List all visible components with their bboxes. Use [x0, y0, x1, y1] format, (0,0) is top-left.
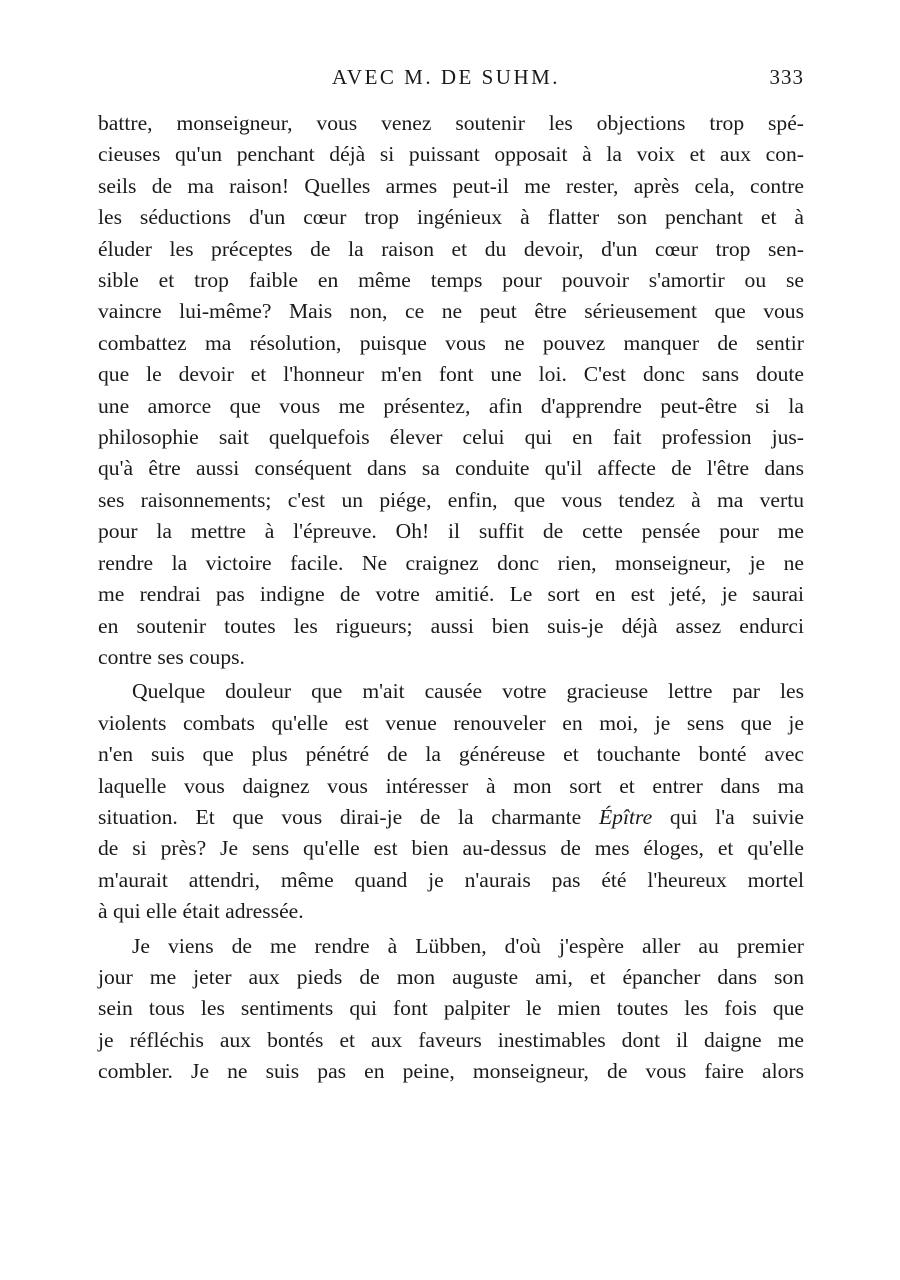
text-line: éluder les préceptes de la raison et du devoir, d'un cœur trop sen-	[98, 236, 804, 261]
text-line: une amorce que vous me présentez, afin d'apprendre peut-être si la	[98, 393, 804, 418]
text-line: Je viens de me rendre à Lübben, d'où j'espère aller au premier	[132, 933, 804, 958]
text-line: à qui elle était adressée.	[98, 899, 304, 924]
text-line: ses raisonnements; c'est un piége, enfin, que vous tendez à ma vertu	[98, 487, 804, 512]
text-line: sible et trop faible en même temps pour pouvoir s'amortir ou se	[98, 268, 804, 293]
line-text-after: qui l'a suivie	[652, 804, 804, 829]
text-line	[98, 802, 804, 833]
text-line: les séductions d'un cœur trop ingénieux à flatter son penchant et à	[98, 205, 804, 230]
text-line: battre, monseigneur, vous venez soutenir les objections trop spé-	[98, 111, 804, 135]
text-line: cieuses qu'un penchant déjà si puissant opposait à la voix et aux con-	[98, 142, 804, 167]
paragraph-3	[98, 931, 804, 1088]
text-line: rendre la victoire facile. Ne craignez donc rien, monseigneur, je ne	[98, 550, 804, 575]
text-line: que le devoir et l'honneur m'en font une loi. C'est donc sans doute	[98, 362, 804, 387]
italic-title: Épître	[598, 804, 653, 829]
text-line: philosophie sait quelquefois élever celui qui en fait profession jus-	[98, 425, 804, 450]
text-line: de si près? Je sens qu'elle est bien au-dessus de mes éloges, et qu'elle	[98, 836, 804, 861]
page-header	[98, 62, 804, 92]
text-line: seils de ma raison! Quelles armes peut-il me rester, après cela, contre	[98, 173, 804, 198]
text-line: combler. Je ne suis pas en peine, monseigneur, de vous faire alors	[98, 1059, 804, 1084]
text-line: je réfléchis aux bontés et aux faveurs inestimables dont il daigne me	[98, 1027, 804, 1052]
paragraph-1	[98, 108, 804, 673]
text-line: contre ses coups.	[98, 644, 245, 669]
paragraph-2	[98, 676, 804, 927]
page-number: 333	[769, 65, 804, 89]
body-text	[98, 108, 804, 1088]
line-text-before: situation. Et que vous dirai-je de la charmante	[98, 804, 599, 829]
text-line: qu'à être aussi conséquent dans sa conduite qu'il affecte de l'être dans	[98, 456, 804, 481]
text-line: n'en suis que plus pénétré de la généreuse et touchante bonté avec	[98, 742, 804, 767]
text-line: en soutenir toutes les rigueurs; aussi bien suis-je déjà assez endurci	[98, 613, 804, 638]
text-line: violents combats qu'elle est venue renouveler en moi, je sens que je	[98, 710, 804, 735]
text-line: jour me jeter aux pieds de mon auguste ami, et épancher dans son	[98, 964, 804, 989]
text-line: pour la mettre à l'épreuve. Oh! il suffit de cette pensée pour me	[98, 519, 804, 544]
text-line: vaincre lui-même? Mais non, ce ne peut être sérieusement que vous	[98, 299, 804, 324]
text-line: me rendrai pas indigne de votre amitié. Le sort en est jeté, je saurai	[98, 582, 804, 607]
running-title: AVEC M. DE SUHM.	[331, 65, 561, 89]
text-line: sein tous les sentiments qui font palpiter le mien toutes les fois que	[98, 996, 804, 1021]
text-line: laquelle vous daignez vous intéresser à mon sort et entrer dans ma	[98, 773, 804, 798]
text-line: m'aurait attendri, même quand je n'aurais pas été l'heureux mortel	[98, 867, 804, 892]
text-line: combattez ma résolution, puisque vous ne pouvez manquer de sentir	[98, 330, 804, 355]
text-line: Quelque douleur que m'ait causée votre gracieuse lettre par les	[132, 679, 804, 704]
